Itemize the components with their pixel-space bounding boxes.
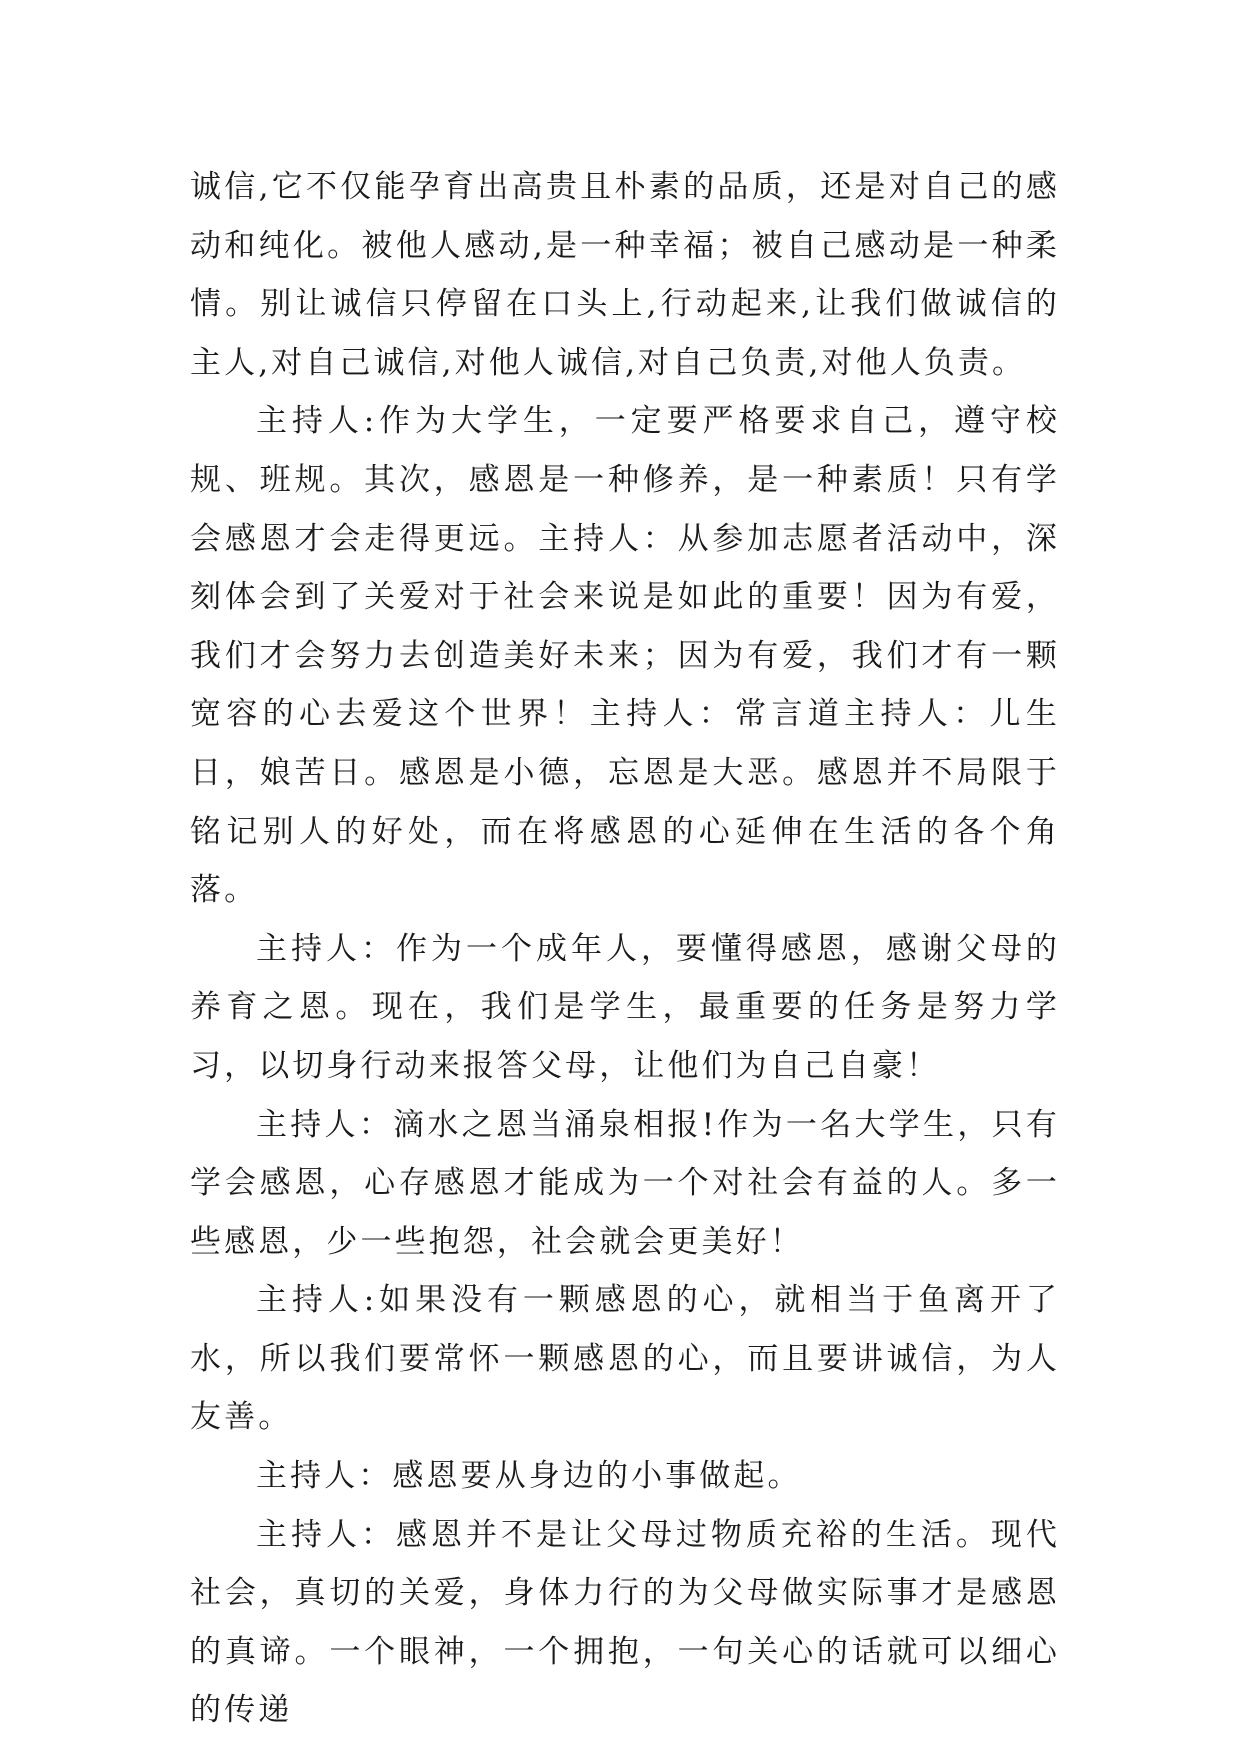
paragraph-4: 主持人：滴水之恩当涌泉相报!作为一名大学生，只有学会感恩，心存感恩才能成为一个对社会有益的人。多一些感恩，少一些抱怨，社会就会更美好！	[190, 1106, 1060, 1260]
document-body	[190, 158, 1060, 1740]
paragraph-1: 诚信,它不仅能孕育出高贵且朴素的品质，还是对自己的感动和纯化。被他人感动,是一种幸福；被自己感动是一种柔情。别让诚信只停留在口头上,行动起来,让我们做诚信的主人,对自己诚信,对他人诚信,对自己负责,对他人负责。	[190, 169, 1060, 381]
paragraph-6: 主持人：感恩要从身边的小事做起。	[256, 1458, 802, 1495]
paragraph-3: 主持人：作为一个成年人，要懂得感恩，感谢父母的养育之恩。现在，我们是学生，最重要的任务是努力学习，以切身行动来报答父母，让他们为自己自豪！	[190, 930, 1060, 1084]
paragraph-5: 主持人:如果没有一颗感恩的心，就相当于鱼离开了水，所以我们要常怀一颗感恩的心，而且要讲诚信，为人友善。	[190, 1282, 1060, 1436]
paragraph-7: 主持人：感恩并不是让父母过物质充裕的生活。现代社会，真切的关爱，身体力行的为父母做实际事才是感恩的真谛。一个眼神，一个拥抱，一句关心的话就可以细心的传递	[190, 1516, 1060, 1729]
paragraph-2: 主持人:作为大学生，一定要严格要求自己，遵守校规、班规。其次，感恩是一种修养，是一种素质！只有学会感恩才会走得更远。主持人：从参加志愿者活动中，深刻体会到了关爱对于社会来说是如此的重要！因为有爱，我们才会努力去创造美好未来；因为有爱，我们才有一颗宽容的心去爱这个世界！主持人：常言道主持人：儿生日，娘苦日。感恩是小德，忘恩是大恶。感恩并不局限于铭记别人的好处，而在将感恩的心延伸在生活的各个角落。	[190, 403, 1060, 909]
